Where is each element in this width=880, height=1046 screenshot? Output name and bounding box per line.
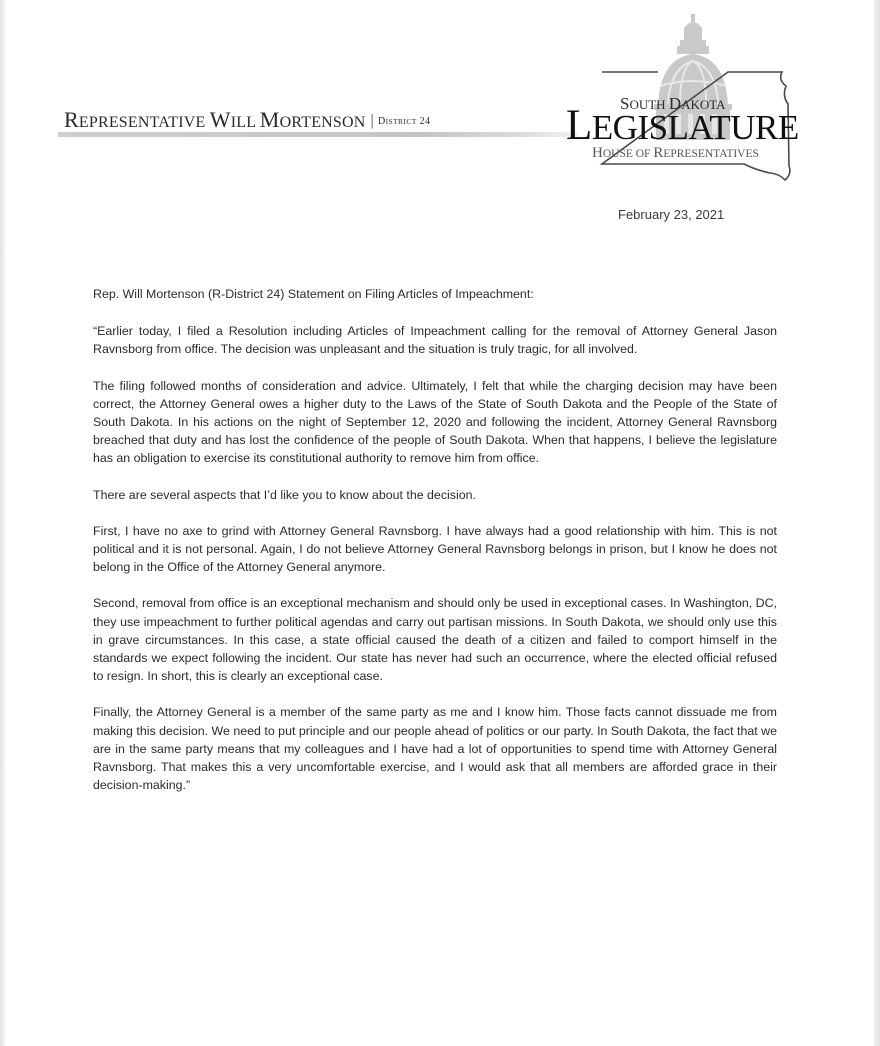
paragraph: There are several aspects that I’d like you to know about the decision.: [93, 487, 476, 502]
letterhead-text: ORTENSON: [279, 114, 366, 131]
logo-text: AKOTA: [681, 97, 726, 112]
legislature-logo: [560, 6, 840, 186]
logo-text: S: [620, 94, 630, 113]
letterhead-text: D: [377, 116, 386, 127]
letterhead-text: M: [259, 107, 280, 132]
logo-text: EGISLATURE: [591, 108, 799, 147]
logo-text: L: [566, 102, 592, 149]
letterhead-separator: |: [370, 112, 374, 129]
letterhead-representative-name: [64, 107, 430, 133]
page-edge-right: [874, 0, 880, 1046]
letterhead-text: 24: [416, 116, 431, 127]
letterhead-text: W: [209, 107, 231, 132]
statement-body: [93, 285, 777, 812]
logo-legislature: [566, 104, 799, 147]
page-edge-left: [0, 0, 5, 1046]
logo-text: D: [668, 94, 682, 113]
letterhead-text: ILL: [230, 114, 260, 131]
paragraph: Second, removal from office is an exceptional mechanism and should only be used in exceptional cases. In Washington, DC, they use impeachment to further political agendas and carry out partisan missions. In South Dakota, we should only use this in grave circumstances. In this case, a state official caused the death of a citizen and failed to comport himself in the standards we expect following the incident. Our state has never had such an occurrence, where the elected official refused to resign. In short, this is clearly an exceptional case.: [93, 596, 777, 684]
paragraph: First, I have no axe to grind with Attorney General Ravnsborg. I have always had a good relationship with him. This is not political and it is not personal. Again, I do not believe Attorney General Ravnsborg belongs in prison, but I know he does not belong in the Office of the Attorney General anymore.: [93, 523, 777, 575]
logo-chamber: [592, 144, 759, 162]
paragraph: Finally, the Attorney General is a member of the same party as me and I know him. Those facts cannot dissuade me from making this decision. We need to put principle and our people ahead of politics or our party. In South Dakota, the fact that we are in the same party means that my colleagues and I have had a lot of opportunities to spend time with Attorney General Ravnsborg. That makes this a very uncomfortable exercise, and I would ask that all members are afforded grace in their decision-making.”: [93, 705, 777, 793]
letterhead-text: R: [64, 107, 79, 132]
statement-heading: Rep. Will Mortenson (R-District 24) Statement on Filing Articles of Impeachment:: [93, 287, 534, 301]
paragraph: The filing followed months of consideration and advice. Ultimately, I felt that while the charging decision may have been correct, the Attorney General owes a higher duty to the Laws of the State of South Dakota and the People of the State of South Dakota. In his actions on the night of September 12, 2020 and following the incident, Attorney General Ravnsborg breached that duty and has lost the confidence of the people of South Dakota. When that happens, I believe the legislature has an obligation to exercise its constitutional authority to remove him from office.: [93, 378, 777, 466]
logo-text: OUSE OF: [602, 148, 654, 160]
letterhead-text: ISTRICT: [385, 117, 417, 126]
letterhead-rule: [58, 132, 578, 137]
logo-text: EPRESENTATIVES: [663, 148, 759, 160]
logo-text: R: [653, 145, 664, 161]
letterhead-text: EPRESENTATIVE: [78, 114, 210, 131]
paragraph: “Earlier today, I filed a Resolution including Articles of Impeachment calling for the removal of Attorney General Jason Ravnsborg from office. The decision was unpleasant and the situation is truly tragic, for all involved.: [93, 324, 777, 357]
letter-date: February 23, 2021: [618, 207, 725, 222]
letterhead-district: [378, 116, 430, 127]
logo-text: H: [592, 145, 603, 161]
logo-text: OUTH: [629, 97, 669, 112]
